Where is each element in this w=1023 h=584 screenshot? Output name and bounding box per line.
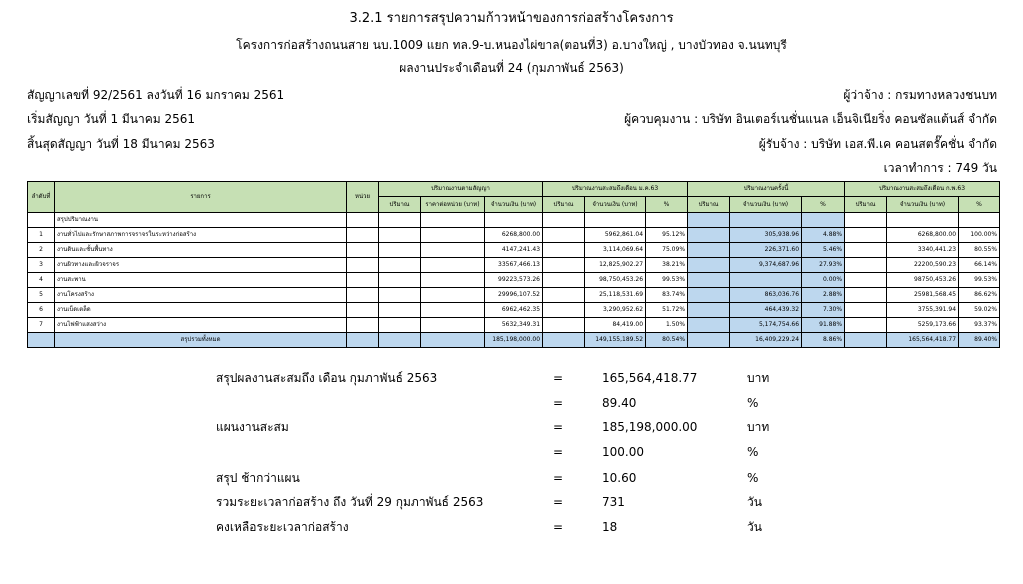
- row-this-pct: 2.88%: [802, 288, 845, 303]
- sub-amount: จำนวนเงิน (บาท): [485, 197, 543, 213]
- summary-label: สรุป ช้ากว่าแผน: [216, 471, 300, 485]
- group-contract: ปริมาณงานตามสัญญา: [379, 182, 543, 197]
- sub-pct: %: [646, 197, 688, 213]
- row-this-amount: 464,439.32: [730, 303, 802, 318]
- empty-cell: [421, 303, 485, 318]
- row-prev-amount: 84,419.00: [585, 318, 646, 333]
- row-item: งานสะพาน: [55, 273, 347, 288]
- empty-cell: [347, 228, 379, 243]
- row-contract-amount: 33567,466.13: [485, 258, 543, 273]
- empty-cell: [421, 288, 485, 303]
- empty-cell: [543, 273, 585, 288]
- empty-cell: [543, 318, 585, 333]
- row-no: 1: [28, 228, 55, 243]
- contract-start: เริ่มสัญญา วันที่ 1 มีนาคม 2561: [27, 112, 196, 126]
- total-row: [28, 333, 1000, 348]
- total-prev-amount: 149,155,189.52: [585, 333, 646, 348]
- summary-equals: =: [553, 520, 564, 534]
- row-cum-pct: 59.02%: [959, 303, 1000, 318]
- summary-equals: =: [553, 445, 564, 459]
- empty-cell: [379, 273, 421, 288]
- row-no: 4: [28, 273, 55, 288]
- sub-qty: ปริมาณ: [688, 197, 730, 213]
- row-this-pct: 5.46%: [802, 243, 845, 258]
- summary-value: 89.40: [602, 396, 637, 410]
- sub-amount: จำนวนเงิน (บาท): [887, 197, 959, 213]
- working-duration: เวลาทำการ : 749 วัน: [883, 161, 997, 175]
- row-prev-pct: 99.53%: [646, 273, 688, 288]
- empty-cell: [347, 288, 379, 303]
- table-row: [28, 303, 1000, 318]
- empty-cell: [543, 288, 585, 303]
- row-this-pct: 27.93%: [802, 258, 845, 273]
- total-cum-pct: 89.40%: [959, 333, 1000, 348]
- summary-unit: %: [747, 445, 759, 459]
- summary-label: แผนงานสะสม: [216, 420, 289, 434]
- empty-cell: [688, 258, 730, 273]
- summary-label: สรุปผลงานสะสมถึง เดือน กุมภาพันธ์ 2563: [216, 371, 438, 385]
- empty-cell: [688, 273, 730, 288]
- total-this-pct: 8.86%: [802, 333, 845, 348]
- summary-value: 185,198,000.00: [602, 420, 698, 434]
- empty-cell: [379, 228, 421, 243]
- summary-equals: =: [553, 396, 564, 410]
- row-contract-amount: 29996,107.52: [485, 288, 543, 303]
- summary-value: 18: [602, 520, 618, 534]
- total-label: สรุปรวมทั้งหมด: [55, 333, 347, 348]
- row-contract-amount: 6268,800.00: [485, 228, 543, 243]
- row-this-pct: 4.88%: [802, 228, 845, 243]
- empty-cell: [421, 318, 485, 333]
- row-contract-amount: 4147,241.43: [485, 243, 543, 258]
- group-prev: ปริมาณงานสะสมถึงเดือน ม.ค.63: [543, 182, 688, 197]
- supervisor: ผู้ควบคุมงาน : บริษัท อินเตอร์เนชั่นแนล เอ็นจิเนียริ่ง คอนซัลแต้นส์ จำกัด: [624, 112, 997, 126]
- row-item: งานทั่วไปและรักษาสภาพการจราจรในระหว่างก่อสร้าง: [55, 228, 347, 243]
- row-this-pct: 0.00%: [802, 273, 845, 288]
- summary-label: รวมระยะเวลาก่อสร้าง ถึง วันที่ 29 กุมภาพันธ์ 2563: [216, 495, 484, 509]
- empty-cell: [421, 273, 485, 288]
- row-prev-amount: 5962,861.04: [585, 228, 646, 243]
- row-cum-amount: 22200,590.23: [887, 258, 959, 273]
- row-cum-pct: 99.53%: [959, 273, 1000, 288]
- summary-unit: บาท: [747, 371, 770, 385]
- row-cum-amount: 25981,568.45: [887, 288, 959, 303]
- empty-cell: [688, 318, 730, 333]
- row-contract-amount: 99223,573.26: [485, 273, 543, 288]
- sub-qty: ปริมาณ: [379, 197, 421, 213]
- contract-end: สิ้นสุดสัญญา วันที่ 18 มีนาคม 2563: [27, 137, 215, 151]
- row-cum-pct: 93.37%: [959, 318, 1000, 333]
- row-this-amount: 9,374,687.96: [730, 258, 802, 273]
- summary-equals: =: [553, 371, 564, 385]
- row-item: งานดินและชั้นพื้นทาง: [55, 243, 347, 258]
- row-item: งานไฟฟ้าแสงสว่าง: [55, 318, 347, 333]
- row-prev-amount: 25,118,531.69: [585, 288, 646, 303]
- project-name: โครงการก่อสร้างถนนสาย นบ.1009 แยก ทล.9-บ.หนองไผ่ขาล(ตอนที่3) อ.บางใหญ่ , บางบัวทอง จ.นนทบุรี: [236, 38, 787, 52]
- sub-qty: ปริมาณ: [543, 197, 585, 213]
- empty-cell: [347, 303, 379, 318]
- empty-cell: [845, 273, 887, 288]
- summary-unit: %: [747, 471, 759, 485]
- sub-pct: %: [802, 197, 845, 213]
- total-cum-amount: 165,564,418.77: [887, 333, 959, 348]
- summary-unit: %: [747, 396, 759, 410]
- row-prev-pct: 95.12%: [646, 228, 688, 243]
- progress-table: [27, 181, 1000, 348]
- empty-cell: [421, 243, 485, 258]
- empty-cell: [688, 243, 730, 258]
- row-prev-amount: 98,750,453.26: [585, 273, 646, 288]
- summary-label-row: [28, 213, 1000, 228]
- empty-cell: [845, 288, 887, 303]
- row-cum-amount: 3340,441.23: [887, 243, 959, 258]
- row-prev-pct: 1.50%: [646, 318, 688, 333]
- row-prev-pct: 75.09%: [646, 243, 688, 258]
- empty-cell: [421, 258, 485, 273]
- total-contract-amount: 185,198,000.00: [485, 333, 543, 348]
- row-prev-amount: 12,825,902.27: [585, 258, 646, 273]
- summary-value: 10.60: [602, 471, 637, 485]
- row-cum-amount: 98750,453.26: [887, 273, 959, 288]
- row-this-pct: 7.30%: [802, 303, 845, 318]
- empty-cell: [688, 288, 730, 303]
- row-this-amount: 305,938.96: [730, 228, 802, 243]
- row-cum-amount: 6268,800.00: [887, 228, 959, 243]
- table-row: [28, 258, 1000, 273]
- summary-unit: บาท: [747, 420, 770, 434]
- empty-cell: [543, 228, 585, 243]
- summary-unit: วัน: [747, 520, 762, 534]
- empty-cell: [845, 243, 887, 258]
- col-no: ลำดับที่: [28, 182, 55, 213]
- empty-cell: [347, 273, 379, 288]
- summary-value: 731: [602, 495, 625, 509]
- row-no: 5: [28, 288, 55, 303]
- row-item: งานโครงสร้าง: [55, 288, 347, 303]
- table-row: [28, 288, 1000, 303]
- contract-number: สัญญาเลขที่ 92/2561 ลงวันที่ 16 มกราคม 2561: [27, 88, 285, 102]
- summary-equals: =: [553, 420, 564, 434]
- total-prev-pct: 80.54%: [646, 333, 688, 348]
- col-item: รายการ: [55, 182, 347, 213]
- empty-cell: [379, 318, 421, 333]
- row-cum-pct: 86.62%: [959, 288, 1000, 303]
- row-contract-amount: 5632,349.31: [485, 318, 543, 333]
- empty-cell: [845, 228, 887, 243]
- row-prev-pct: 83.74%: [646, 288, 688, 303]
- row-cum-amount: 3755,391.94: [887, 303, 959, 318]
- row-contract-amount: 6962,462.35: [485, 303, 543, 318]
- summary-value: 165,564,418.77: [602, 371, 698, 385]
- empty-cell: [379, 258, 421, 273]
- row-item: งานเบ็ดเตล็ด: [55, 303, 347, 318]
- row-cum-pct: 100.00%: [959, 228, 1000, 243]
- sub-pct: %: [959, 197, 1000, 213]
- empty-cell: [379, 288, 421, 303]
- empty-cell: [845, 303, 887, 318]
- row-cum-pct: 80.55%: [959, 243, 1000, 258]
- empty-cell: [379, 303, 421, 318]
- report-title: 3.2.1 รายการสรุปความก้าวหน้าของการก่อสร้างโครงการ: [349, 11, 674, 26]
- sub-amount: จำนวนเงิน (บาท): [585, 197, 646, 213]
- col-unit: หน่วย: [347, 182, 379, 213]
- row-cum-amount: 5259,173.66: [887, 318, 959, 333]
- row-prev-amount: 3,114,069.64: [585, 243, 646, 258]
- total-this-amount: 16,409,229.24: [730, 333, 802, 348]
- row-prev-amount: 3,290,952.62: [585, 303, 646, 318]
- row-no: 2: [28, 243, 55, 258]
- empty-cell: [347, 243, 379, 258]
- empty-cell: [845, 318, 887, 333]
- row-no: 6: [28, 303, 55, 318]
- row-cum-pct: 66.14%: [959, 258, 1000, 273]
- sub-amount: จำนวนเงิน (บาท): [730, 197, 802, 213]
- table-row: [28, 243, 1000, 258]
- empty-cell: [347, 258, 379, 273]
- empty-cell: [543, 243, 585, 258]
- summary-label: คงเหลือระยะเวลาก่อสร้าง: [216, 520, 349, 534]
- row-no: 7: [28, 318, 55, 333]
- row-prev-pct: 38.21%: [646, 258, 688, 273]
- summary-equals: =: [553, 471, 564, 485]
- summary-equals: =: [553, 495, 564, 509]
- contractor: ผู้รับจ้าง : บริษัท เอส.พี.เค คอนสตรั๊คชั่น จำกัด: [758, 137, 997, 151]
- table-row: [28, 318, 1000, 333]
- empty-cell: [543, 258, 585, 273]
- row-this-amount: 863,036.76: [730, 288, 802, 303]
- summary-label: สรุปปริมาณงาน: [55, 213, 347, 228]
- group-cum: ปริมาณงานสะสมถึงเดือน ก.พ.63: [845, 182, 1000, 197]
- sub-unit-price: ราคาต่อหน่วย (บาท): [421, 197, 485, 213]
- summary-value: 100.00: [602, 445, 644, 459]
- empty-cell: [845, 258, 887, 273]
- table-row: [28, 228, 1000, 243]
- row-item: งานผิวทางและผิวจราจร: [55, 258, 347, 273]
- report-period: ผลงานประจำเดือนที่ 24 (กุมภาพันธ์ 2563): [399, 61, 624, 75]
- empty-cell: [543, 303, 585, 318]
- row-this-amount: 226,371.60: [730, 243, 802, 258]
- empty-cell: [688, 228, 730, 243]
- row-this-amount: 5,174,754.66: [730, 318, 802, 333]
- empty-cell: [421, 228, 485, 243]
- empty-cell: [347, 318, 379, 333]
- table-row: [28, 273, 1000, 288]
- row-prev-pct: 51.72%: [646, 303, 688, 318]
- sub-qty: ปริมาณ: [845, 197, 887, 213]
- employer: ผู้ว่าจ้าง : กรมทางหลวงชนบท: [843, 88, 997, 102]
- row-no: 3: [28, 258, 55, 273]
- row-this-pct: 91.88%: [802, 318, 845, 333]
- summary-unit: วัน: [747, 495, 762, 509]
- empty-cell: [379, 243, 421, 258]
- empty-cell: [688, 303, 730, 318]
- row-this-amount: [730, 273, 802, 288]
- group-this: ปริมาณงานครั้งนี้: [688, 182, 845, 197]
